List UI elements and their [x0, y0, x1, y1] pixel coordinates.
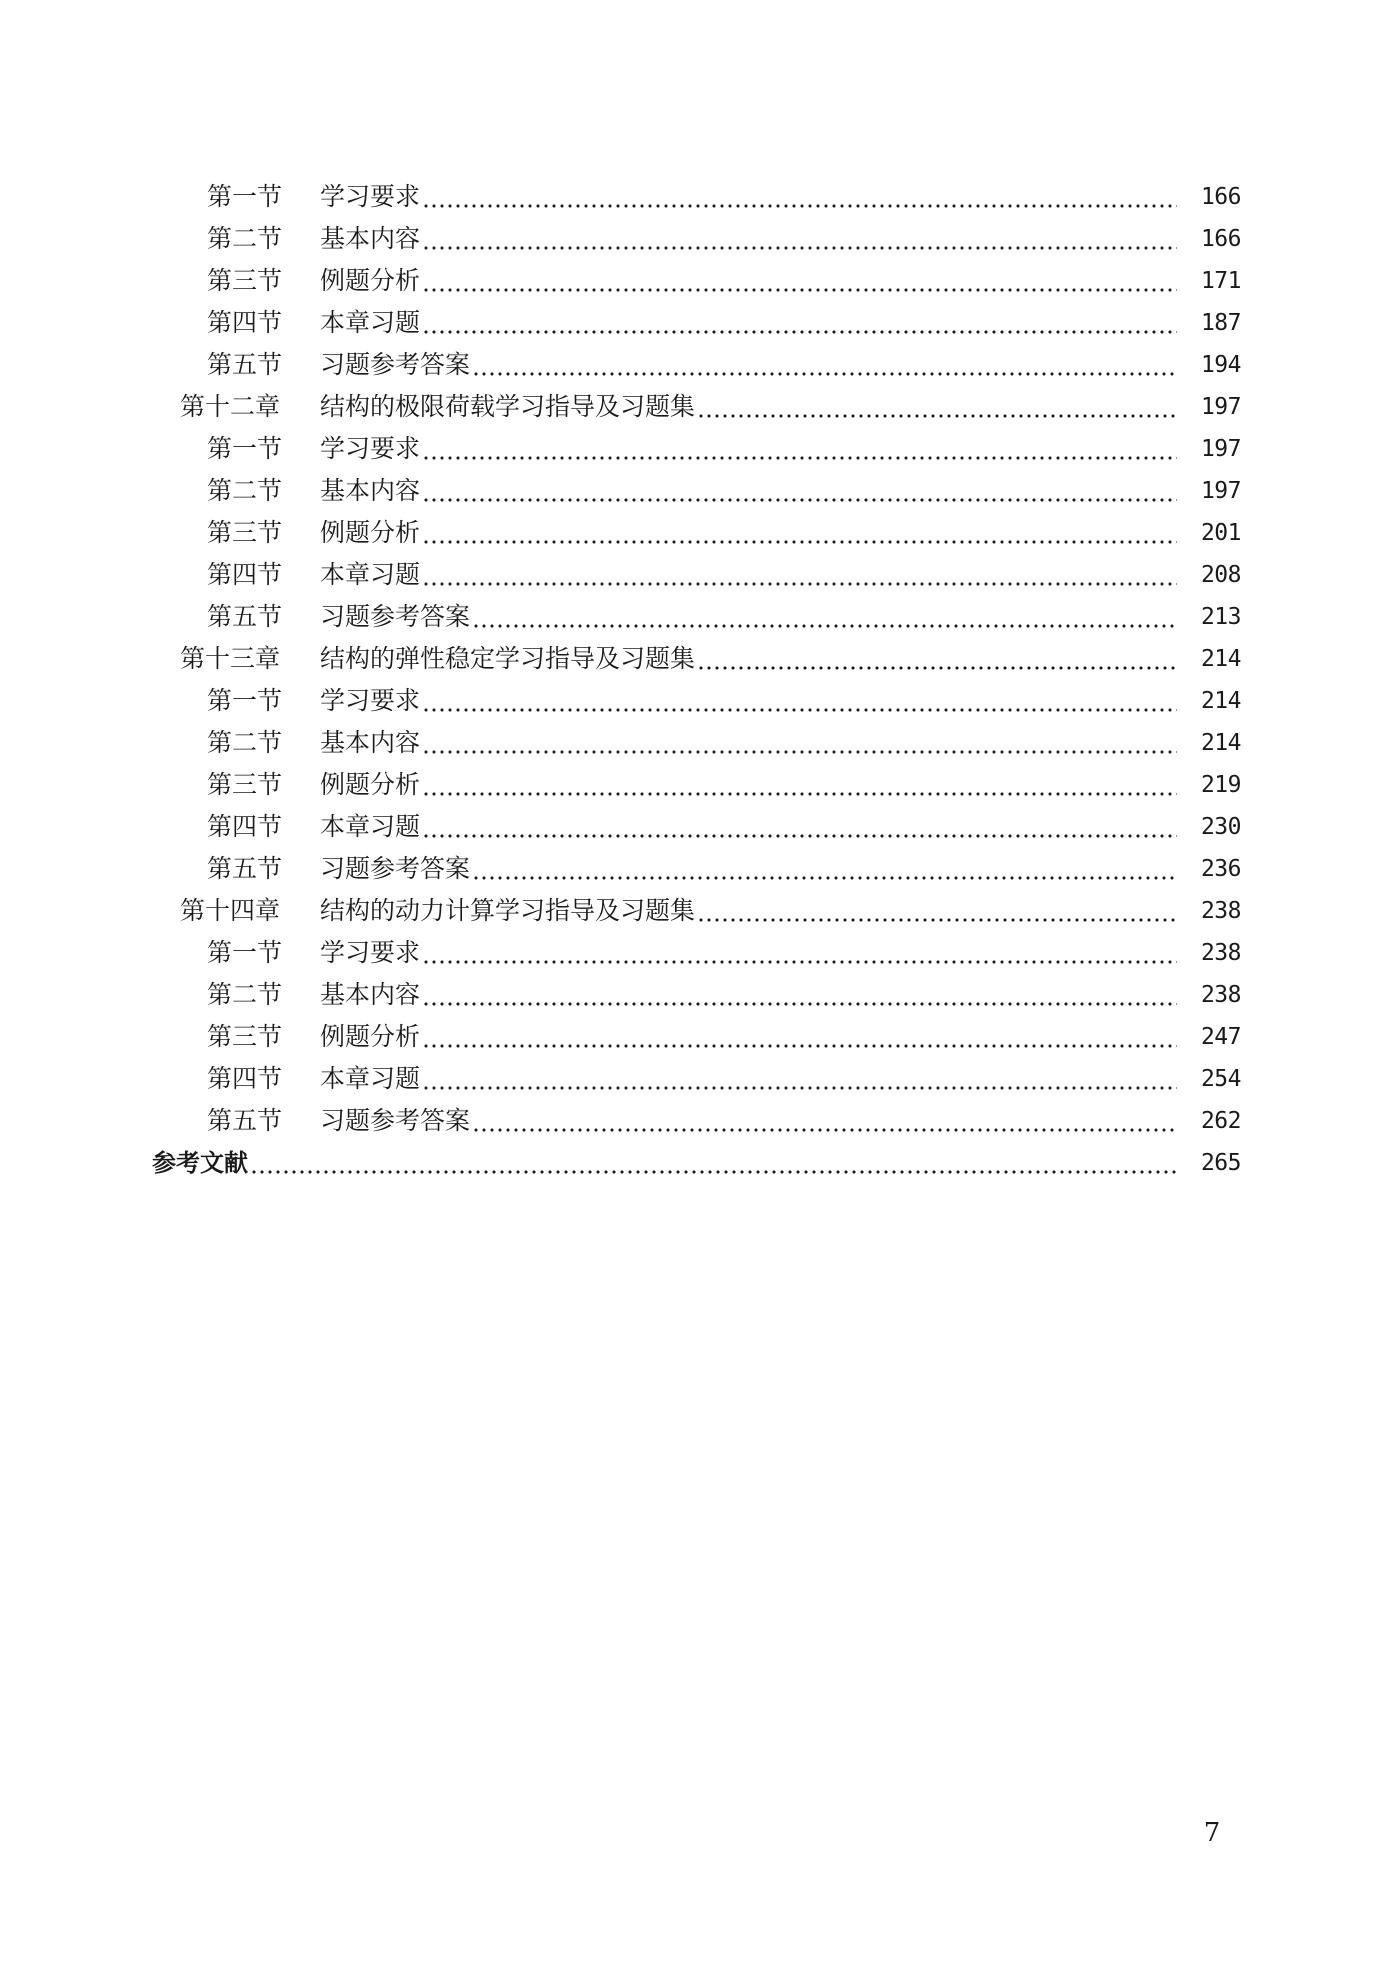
- entry-page-number: 214: [1200, 688, 1241, 714]
- entry-page-number: 214: [1200, 646, 1241, 672]
- entry-title: 结构的动力计算学习指导及习题集: [320, 896, 696, 925]
- section-number: 第二节: [207, 224, 283, 253]
- dot-leader: [422, 218, 1177, 260]
- section-number: 第五节: [207, 350, 283, 379]
- entry-page-number: 187: [1200, 310, 1241, 336]
- dot-leader: [422, 1016, 1177, 1058]
- section-number: 第一节: [207, 434, 283, 463]
- entry-title: 基本内容: [320, 224, 421, 253]
- toc-entry-section[interactable]: [0, 176, 1391, 218]
- entry-title: 学习要求: [320, 182, 421, 211]
- entry-title: 参考文献: [152, 1149, 248, 1177]
- dot-leader: [422, 1058, 1177, 1100]
- toc-entry-section[interactable]: [0, 302, 1391, 344]
- entry-title: 例题分析: [320, 266, 421, 295]
- entry-title: 习题参考答案: [320, 350, 471, 379]
- entry-page-number: 262: [1200, 1108, 1241, 1134]
- toc-entry-section[interactable]: [0, 848, 1391, 890]
- dot-leader: [422, 722, 1177, 764]
- dot-leader: [422, 428, 1177, 470]
- toc-entry-section[interactable]: [0, 554, 1391, 596]
- section-number: 第二节: [207, 728, 283, 757]
- toc-entry-chapter[interactable]: [0, 638, 1391, 680]
- entry-page-number: 166: [1200, 226, 1241, 252]
- section-number: 第二节: [207, 476, 283, 505]
- dot-leader: [472, 596, 1177, 638]
- section-number: 第一节: [207, 182, 283, 211]
- dot-leader: [697, 638, 1177, 680]
- table-of-contents: [0, 176, 1391, 1184]
- toc-entry-section[interactable]: [0, 680, 1391, 722]
- dot-leader: [422, 932, 1177, 974]
- dot-leader: [422, 176, 1177, 218]
- toc-entry-section[interactable]: [0, 260, 1391, 302]
- entry-page-number: 213: [1200, 604, 1241, 630]
- toc-entry-section[interactable]: [0, 806, 1391, 848]
- toc-entry-section[interactable]: [0, 428, 1391, 470]
- section-number: 第三节: [207, 518, 283, 547]
- entry-title: 例题分析: [320, 770, 421, 799]
- section-number: 第五节: [207, 602, 283, 631]
- dot-leader: [422, 680, 1177, 722]
- section-number: 第五节: [207, 1106, 283, 1135]
- entry-page-number: 230: [1200, 814, 1241, 840]
- dot-leader: [697, 890, 1177, 932]
- entry-title: 基本内容: [320, 728, 421, 757]
- entry-title: 学习要求: [320, 938, 421, 967]
- dot-leader: [422, 260, 1177, 302]
- entry-page-number: 171: [1200, 268, 1241, 294]
- entry-page-number: 238: [1200, 898, 1241, 924]
- entry-title: 学习要求: [320, 434, 421, 463]
- dot-leader: [422, 806, 1177, 848]
- entry-title: 例题分析: [320, 1022, 421, 1051]
- entry-title: 本章习题: [320, 812, 421, 841]
- entry-page-number: 166: [1200, 184, 1241, 210]
- section-number: 第三节: [207, 770, 283, 799]
- dot-leader: [472, 1100, 1177, 1142]
- toc-entry-section[interactable]: [0, 470, 1391, 512]
- entry-title: 本章习题: [320, 308, 421, 337]
- dot-leader: [422, 470, 1177, 512]
- entry-title: 基本内容: [320, 980, 421, 1009]
- entry-title: 习题参考答案: [320, 854, 471, 883]
- section-number: 第四节: [207, 560, 283, 589]
- dot-leader: [422, 512, 1177, 554]
- toc-entry-references[interactable]: [0, 1142, 1391, 1184]
- dot-leader: [697, 386, 1177, 428]
- toc-entry-section[interactable]: [0, 596, 1391, 638]
- toc-entry-section[interactable]: [0, 1058, 1391, 1100]
- toc-entry-section[interactable]: [0, 1016, 1391, 1058]
- section-number: 第四节: [207, 812, 283, 841]
- toc-entry-section[interactable]: [0, 764, 1391, 806]
- toc-entry-section[interactable]: [0, 722, 1391, 764]
- toc-entry-section[interactable]: [0, 512, 1391, 554]
- entry-page-number: 197: [1200, 478, 1241, 504]
- dot-leader: [472, 848, 1177, 890]
- toc-entry-section[interactable]: [0, 974, 1391, 1016]
- entry-title: 结构的弹性稳定学习指导及习题集: [320, 644, 696, 673]
- dot-leader: [422, 974, 1177, 1016]
- dot-leader: [472, 344, 1177, 386]
- entry-page-number: 236: [1200, 856, 1241, 882]
- section-number: 第四节: [207, 1064, 283, 1093]
- section-number: 第一节: [207, 938, 283, 967]
- chapter-number: 第十三章: [180, 644, 281, 673]
- entry-page-number: 238: [1200, 982, 1241, 1008]
- dot-leader: [250, 1142, 1177, 1184]
- entry-page-number: 197: [1200, 436, 1241, 462]
- entry-page-number: 208: [1200, 562, 1241, 588]
- chapter-number: 第十四章: [180, 896, 281, 925]
- entry-title: 基本内容: [320, 476, 421, 505]
- entry-page-number: 201: [1200, 520, 1241, 546]
- entry-title: 本章习题: [320, 1064, 421, 1093]
- entry-page-number: 194: [1200, 352, 1241, 378]
- entry-page-number: 247: [1200, 1024, 1241, 1050]
- entry-title: 习题参考答案: [320, 602, 471, 631]
- dot-leader: [422, 302, 1177, 344]
- entry-page-number: 238: [1200, 940, 1241, 966]
- toc-entry-section[interactable]: [0, 344, 1391, 386]
- toc-entry-chapter[interactable]: [0, 890, 1391, 932]
- entry-title: 结构的极限荷载学习指导及习题集: [320, 392, 696, 421]
- toc-entry-section[interactable]: [0, 1100, 1391, 1142]
- section-number: 第三节: [207, 266, 283, 295]
- entry-title: 学习要求: [320, 686, 421, 715]
- section-number: 第五节: [207, 854, 283, 883]
- section-number: 第一节: [207, 686, 283, 715]
- dot-leader: [422, 554, 1177, 596]
- toc-entry-chapter[interactable]: [0, 386, 1391, 428]
- section-number: 第四节: [207, 308, 283, 337]
- section-number: 第二节: [207, 980, 283, 1009]
- toc-entry-section[interactable]: [0, 218, 1391, 260]
- section-number: 第三节: [207, 1022, 283, 1051]
- dot-leader: [422, 764, 1177, 806]
- entry-title: 例题分析: [320, 518, 421, 547]
- entry-page-number: 254: [1200, 1066, 1241, 1092]
- entry-page-number: 214: [1200, 730, 1241, 756]
- entry-page-number: 197: [1200, 394, 1241, 420]
- entry-page-number: 219: [1200, 772, 1241, 798]
- page-number: 7: [1203, 1818, 1221, 1848]
- entry-title: 本章习题: [320, 560, 421, 589]
- entry-page-number: 265: [1200, 1150, 1241, 1176]
- chapter-number: 第十二章: [180, 392, 281, 421]
- entry-title: 习题参考答案: [320, 1106, 471, 1135]
- toc-entry-section[interactable]: [0, 932, 1391, 974]
